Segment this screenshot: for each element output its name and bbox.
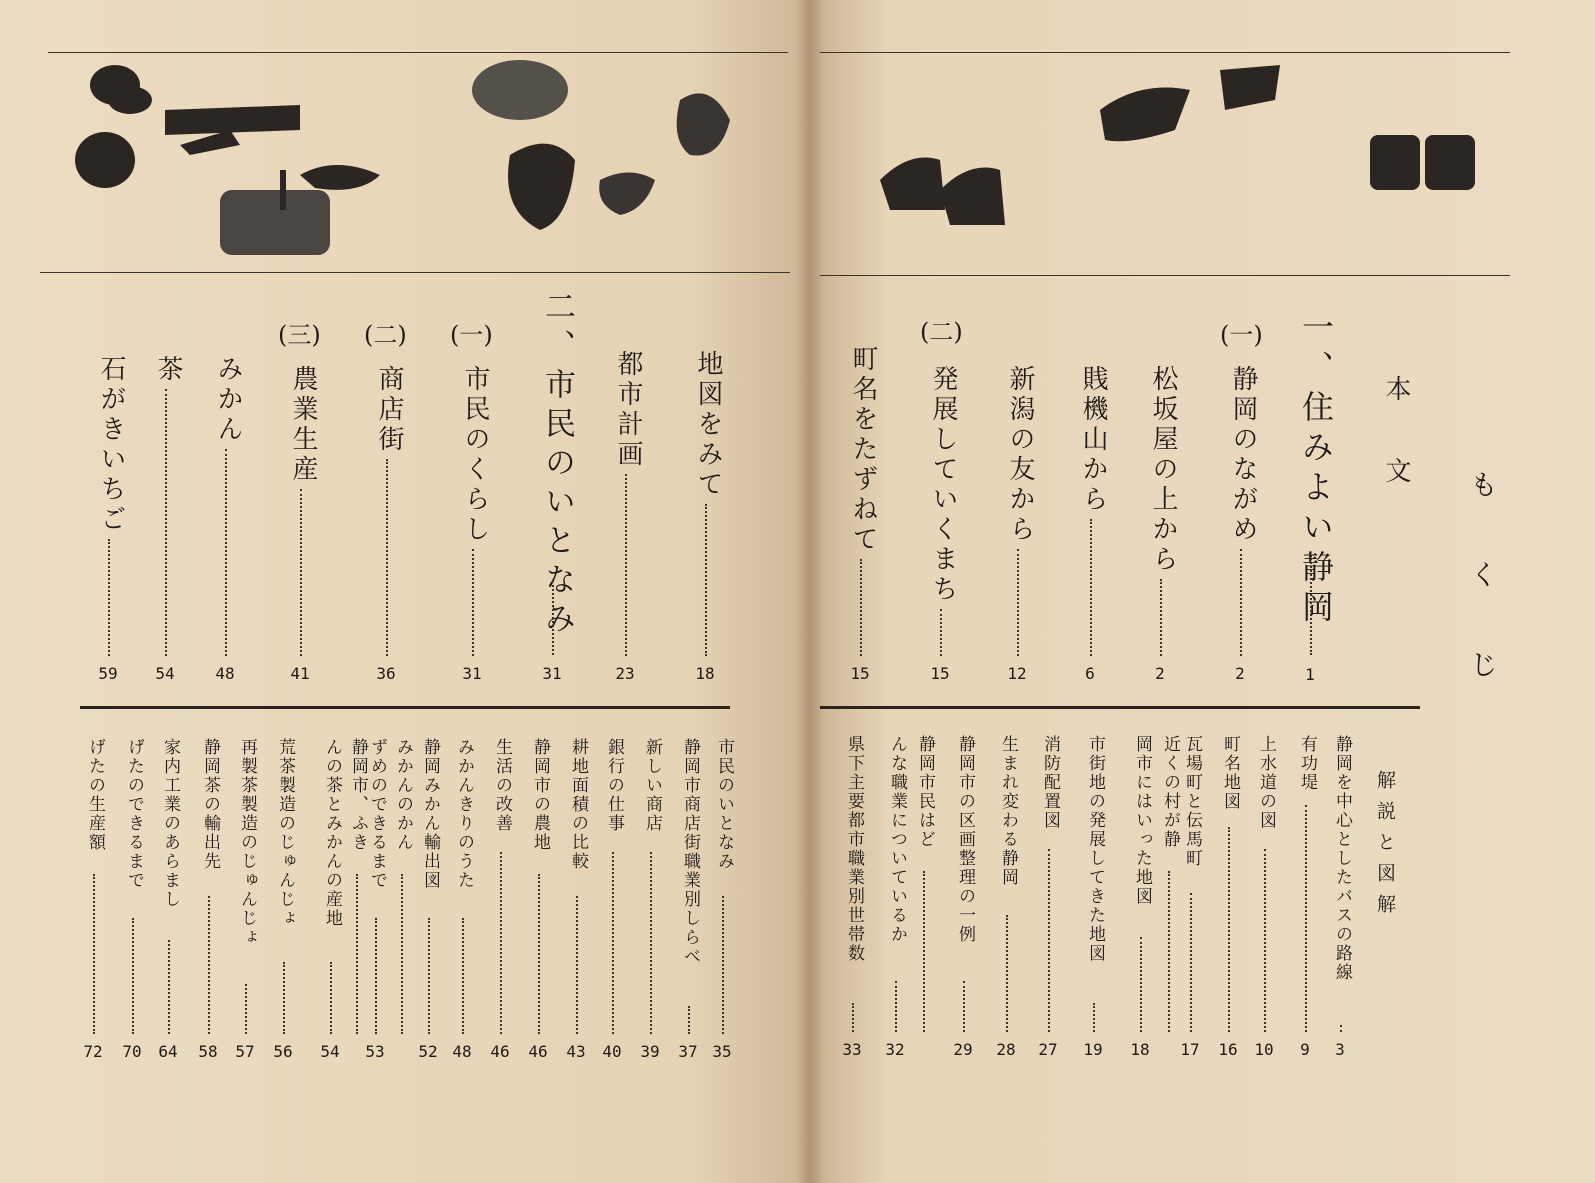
left-top-item-1-page: 18 — [695, 664, 715, 683]
right-expl-5-label: 瓦場町と伝馬町 — [1182, 735, 1202, 868]
left-sub-1-label: 市民のくらし — [460, 365, 490, 545]
right-expl-2-page: 9 — [1300, 1040, 1310, 1059]
right-item-1-label: 静岡のながめ — [1228, 365, 1258, 545]
right-expl-11-label: んな職業についているか — [887, 735, 907, 944]
left-expl-15-leader — [168, 940, 170, 1034]
right-expl-7-leader — [1093, 1003, 1095, 1032]
left-sub-2-page: 36 — [376, 664, 396, 683]
chapter-1-title: 一、住みよい静岡 — [1297, 310, 1335, 630]
right-expl-6-leader — [1140, 937, 1142, 1032]
left-expl-3-label: 新しい商店 — [642, 738, 662, 833]
right-expl-10-label: 静岡市の区画整理の一例 — [955, 735, 975, 944]
top-rule-left — [48, 52, 788, 53]
right-expl-12-leader — [852, 1003, 854, 1032]
right-item-1-page: 2 — [1235, 664, 1245, 683]
left-agri-1-page: 48 — [215, 664, 235, 683]
left-expl-2-label: 静岡市商店街職業別しらべ — [680, 738, 700, 966]
rice-cracker-icon — [472, 60, 568, 120]
left-agri-3-leader — [108, 539, 110, 656]
right-expl-11a-label: 静岡市民はど — [915, 735, 935, 849]
left-expl-10a-label: みかんのかん — [393, 738, 413, 852]
zori-icon — [1370, 135, 1420, 190]
right-expl-12-page: 33 — [842, 1040, 862, 1059]
skewer-icon — [165, 105, 300, 135]
left-expl-7-page: 46 — [490, 1042, 510, 1061]
chapter-2-page: 31 — [542, 664, 562, 683]
left-agri-3-label: 石がきいちご — [96, 355, 126, 535]
right-expl-1-label: 静岡を中心としたバスの路線 — [1332, 735, 1352, 982]
left-top-item-2-page: 23 — [615, 664, 635, 683]
left-expl-1-page: 35 — [712, 1042, 732, 1061]
right-item-4-label: 新潟の友から — [1005, 365, 1035, 545]
left-agri-2-label: 茶 — [153, 355, 183, 385]
small-strawberry-icon — [599, 173, 655, 216]
left-sub-3-page: 41 — [290, 664, 310, 683]
left-expl-1-label: 市民のいとなみ — [714, 738, 734, 871]
right-item-3-page: 6 — [1085, 664, 1095, 683]
left-sub-2-leader — [386, 459, 388, 656]
top-rule-right — [820, 52, 1510, 53]
left-expl-11a-leader — [356, 874, 358, 1034]
left-top-item-2-label: 都市計画 — [613, 350, 643, 470]
left-expl-8-page: 48 — [452, 1042, 472, 1061]
geta-illustration — [870, 60, 1510, 270]
left-expl-5-page: 43 — [566, 1042, 586, 1061]
right-expl-6a-label: 近くの村が静 — [1160, 735, 1180, 849]
right-expl-10-page: 29 — [953, 1040, 973, 1059]
right-item-2-label: 松坂屋の上から — [1148, 365, 1178, 575]
left-expl-1-leader — [722, 896, 724, 1034]
mid-rule-left — [40, 272, 790, 273]
explanation-heading: 解説と図解 — [1374, 770, 1396, 925]
left-expl-7-label: 生活の改善 — [492, 738, 512, 833]
left-expl-4-label: 銀行の仕事 — [604, 738, 624, 833]
left-sub-3-leader — [300, 489, 302, 656]
left-expl-9-page: 52 — [418, 1042, 438, 1061]
food-illustration — [70, 60, 750, 270]
right-item-4-leader — [1017, 549, 1019, 656]
left-expl-5-label: 耕地面積の比較 — [568, 738, 588, 871]
right-expl-6a-leader — [1168, 871, 1170, 1032]
right-expl-7-label: 市街地の発展してきた地図 — [1085, 735, 1105, 963]
right-item-4-page: 12 — [1007, 664, 1027, 683]
right-item-6-label: 町名をたずねて — [848, 345, 878, 555]
left-expl-14-page: 58 — [198, 1042, 218, 1061]
right-item-5-leader — [940, 609, 942, 656]
ch1-sub1-marker: (一) — [1220, 321, 1263, 349]
left-expl-8-leader — [462, 918, 464, 1034]
left-expl-15-label: 家内工業のあらまし — [160, 738, 180, 909]
left-expl-2-leader — [688, 1006, 690, 1034]
left-expl-8-label: みかんきりのうた — [454, 738, 474, 890]
right-item-2-page: 2 — [1155, 664, 1165, 683]
left-sub-marker-1: (一) — [450, 321, 493, 349]
left-expl-10-leader — [375, 918, 377, 1034]
right-item-1-leader — [1240, 549, 1242, 656]
left-expl-3-page: 39 — [640, 1042, 660, 1061]
lower-rule-left — [80, 706, 730, 709]
strawberry-icon — [508, 144, 575, 230]
left-expl-11-page: 54 — [320, 1042, 340, 1061]
left-sub-marker-2: (二) — [364, 321, 407, 349]
right-expl-8-label: 消防配置図 — [1040, 735, 1060, 830]
left-agri-3-page: 59 — [98, 664, 118, 683]
left-expl-14-label: 静岡茶の輸出先 — [200, 738, 220, 871]
fish-icon — [300, 165, 380, 190]
right-item-3-label: 賎機山から — [1078, 365, 1108, 515]
right-item-5-label: 発展していくまち — [928, 365, 958, 605]
right-expl-11-leader — [895, 981, 897, 1032]
left-agri-1-leader — [225, 449, 227, 656]
left-expl-12-page: 56 — [273, 1042, 293, 1061]
right-expl-10-leader — [963, 981, 965, 1032]
left-expl-2-page: 37 — [678, 1042, 698, 1061]
left-top-item-1-label: 地図をみて — [693, 350, 723, 500]
right-expl-9-leader — [1006, 915, 1008, 1032]
right-item-6-page: 15 — [850, 664, 870, 683]
left-agri-1-label: みかん — [213, 355, 243, 445]
left-top-item-2-leader — [625, 474, 627, 656]
right-expl-3-page: 10 — [1254, 1040, 1274, 1059]
left-expl-11a-label: 静岡市、ふき — [348, 738, 368, 852]
chapter-2-title: 二、市民のいとなみ — [539, 290, 575, 641]
right-expl-4-leader — [1228, 827, 1230, 1032]
left-expl-6-label: 静岡市の農地 — [530, 738, 550, 852]
left-expl-9-label: 静岡みかん輸出図 — [420, 738, 440, 890]
left-expl-10-label: ずめのできるまで — [367, 738, 387, 890]
right-expl-6-label: 岡市にはいった地図 — [1132, 735, 1152, 906]
right-expl-3-label: 上水道の図 — [1256, 735, 1276, 830]
left-expl-3-leader — [650, 852, 652, 1034]
ch1-sub2-marker: (二) — [920, 318, 963, 346]
left-expl-11-label: んの茶とみかんの産地 — [322, 738, 342, 928]
left-expl-4-leader — [612, 852, 614, 1034]
left-expl-4-page: 40 — [602, 1042, 622, 1061]
left-agri-2-leader — [165, 389, 167, 656]
left-expl-11-leader — [330, 962, 332, 1034]
right-expl-3-leader — [1264, 849, 1266, 1032]
left-expl-10a-leader — [401, 874, 403, 1034]
left-expl-17-page: 72 — [83, 1042, 103, 1061]
lower-rule-right — [820, 706, 1420, 709]
right-expl-5-leader — [1190, 893, 1192, 1032]
left-expl-6-page: 46 — [528, 1042, 548, 1061]
left-expl-9-leader — [428, 918, 430, 1034]
left-expl-13-page: 57 — [235, 1042, 255, 1061]
right-expl-2-label: 有功堤 — [1297, 735, 1317, 792]
right-expl-6-page: 18 — [1130, 1040, 1150, 1059]
left-expl-17-label: げたの生産額 — [85, 738, 105, 852]
left-agri-2-page: 54 — [155, 664, 175, 683]
right-expl-4-label: 町名地図 — [1220, 735, 1240, 811]
right-expl-4-page: 16 — [1218, 1040, 1238, 1059]
left-sub-1-leader — [472, 549, 474, 656]
sponge-cake-icon — [220, 190, 330, 255]
left-expl-15-page: 64 — [158, 1042, 178, 1061]
left-expl-16-leader — [132, 918, 134, 1034]
left-expl-10-page: 53 — [365, 1042, 385, 1061]
left-expl-16-page: 70 — [122, 1042, 142, 1061]
right-expl-9-label: 生まれ変わる静岡 — [998, 735, 1018, 887]
clog-icon — [1220, 65, 1280, 110]
left-sub-1-page: 31 — [462, 664, 482, 683]
right-expl-7-page: 19 — [1083, 1040, 1103, 1059]
left-expl-5-leader — [576, 896, 578, 1034]
geta-pair-icon — [880, 158, 945, 211]
flower-icon — [677, 93, 730, 155]
left-expl-16-label: げたのできるまで — [124, 738, 144, 890]
right-expl-2-leader — [1305, 805, 1307, 1032]
right-expl-8-page: 27 — [1038, 1040, 1058, 1059]
right-item-2-leader — [1160, 579, 1162, 656]
right-item-5-page: 15 — [930, 664, 950, 683]
chapter-1-page: 1 — [1305, 665, 1315, 684]
right-expl-1-leader — [1340, 1025, 1342, 1032]
left-expl-14-leader — [208, 896, 210, 1034]
book-gutter — [795, 0, 825, 1183]
sandal-icon — [1100, 88, 1190, 142]
right-expl-11a-leader — [923, 871, 925, 1032]
right-expl-5-page: 17 — [1180, 1040, 1200, 1059]
mid-rule-right — [820, 275, 1510, 276]
left-sub-2-label: 商店街 — [374, 365, 404, 455]
left-expl-6-leader — [538, 874, 540, 1034]
left-expl-12-leader — [283, 962, 285, 1034]
left-top-item-1-leader — [705, 504, 707, 656]
right-expl-11-page: 32 — [885, 1040, 905, 1059]
right-expl-12-label: 県下主要都市職業別世帯数 — [844, 735, 864, 963]
right-expl-8-leader — [1048, 849, 1050, 1032]
left-expl-7-leader — [500, 852, 502, 1034]
right-item-6-leader — [860, 559, 862, 656]
left-sub-marker-3: (三) — [278, 321, 321, 349]
chapter-1-leader — [1310, 555, 1312, 655]
right-expl-9-page: 28 — [996, 1040, 1016, 1059]
main-section-heading: 本文 — [1381, 375, 1411, 539]
left-sub-3-label: 農業生産 — [288, 365, 318, 485]
toc-title: もくじ — [1466, 470, 1499, 740]
chapter-2-leader — [552, 580, 554, 655]
left-expl-17-leader — [93, 874, 95, 1034]
left-expl-13-leader — [245, 984, 247, 1034]
left-expl-13-label: 再製茶製造のじゅんじょ — [237, 738, 257, 947]
left-expl-12-label: 荒茶製造のじゅんじょ — [275, 738, 295, 928]
right-item-3-leader — [1090, 519, 1092, 656]
turnip-icon — [75, 132, 135, 188]
right-expl-1-page: 3 — [1335, 1040, 1345, 1059]
